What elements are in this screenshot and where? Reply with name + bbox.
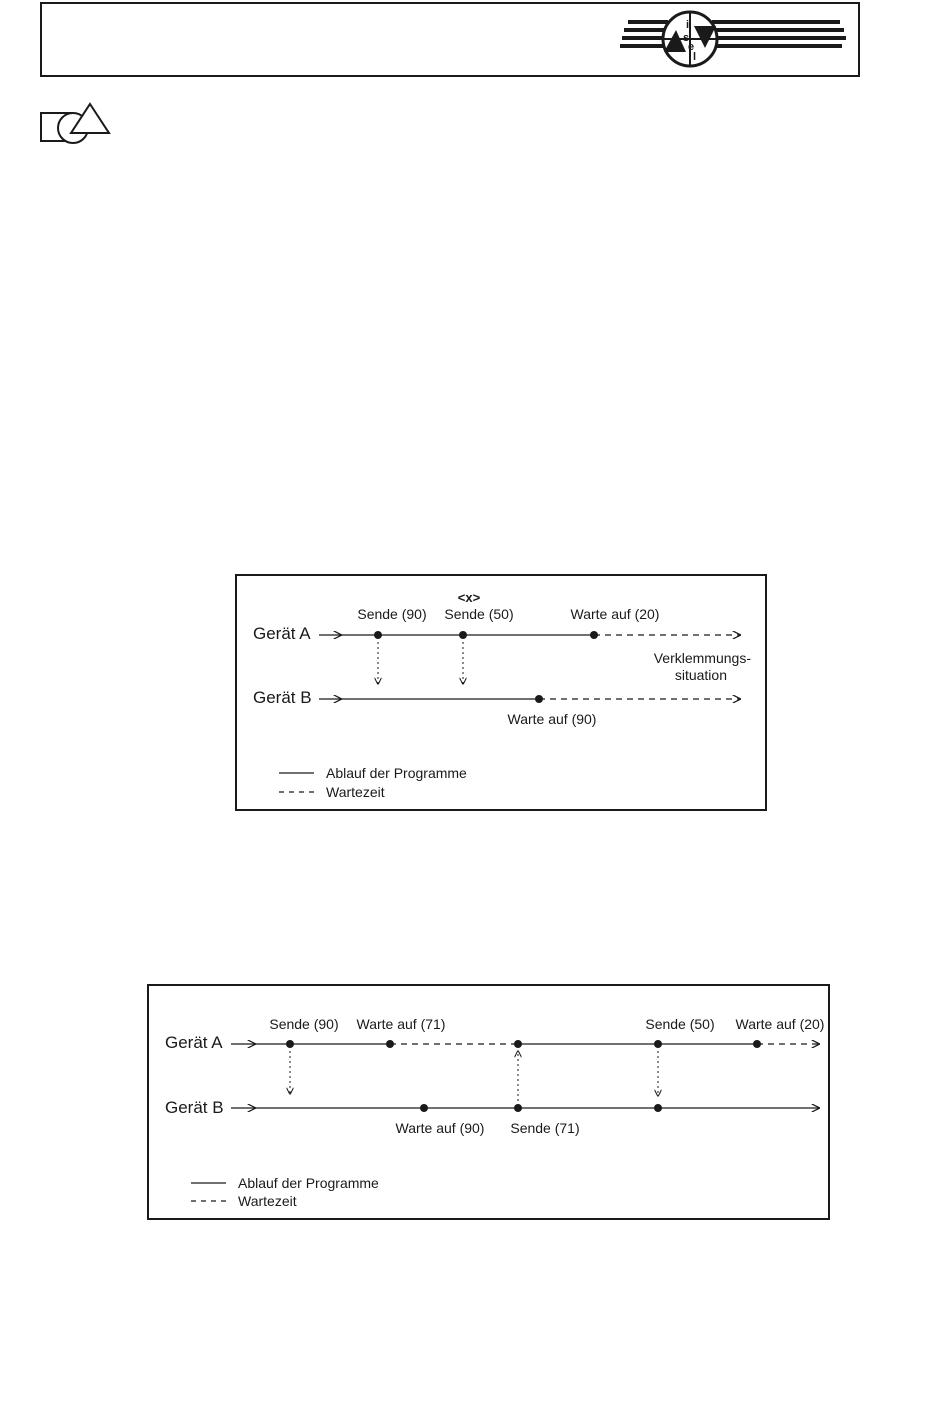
svg-text:l: l [693,51,697,63]
legend-solid-label: Ablauf der Programme [238,1175,379,1191]
event-label-a-send-50: Sende (50) [444,606,514,622]
event-label-b-wait-90: Warte auf (90) [507,711,597,727]
legend-solid-label: Ablauf der Programme [326,765,467,781]
event-point-a-send-90 [286,1040,294,1048]
isel-logo-icon [620,8,846,70]
event-point-a-wait-71 [386,1040,394,1048]
event-label-a-wait-20: Warte auf (20) [735,1016,825,1032]
lane-label-a: Gerät A [165,1033,223,1052]
event-point-b-send-71 [514,1104,522,1112]
svg-text:s: s [683,32,690,44]
deadlock-note-line1: Verklemmungs- [653,650,751,666]
event-point-a-wait-20 [590,631,598,639]
event-point-b-receive-50 [654,1104,662,1112]
event-point-a-send-50 [654,1040,662,1048]
lane-label-a: Gerät A [253,624,311,643]
event-point-b-wait-90 [535,695,543,703]
event-label-b-send-71: Sende (71) [510,1120,580,1136]
event-label-a-send-90: Sende (90) [269,1016,339,1032]
event-label-b-wait-90: Warte auf (90) [395,1120,485,1136]
resolved-timing-diagram [147,984,830,1220]
deadlock-note-line2: situation [674,667,727,683]
event-marker-x: <x> [457,590,481,605]
event-label-a-wait-20: Warte auf (20) [570,606,660,622]
event-point-a-wait-20 [753,1040,761,1048]
geometric-shapes-icon [38,102,112,146]
event-point-b-wait-90 [420,1104,428,1112]
deadlock-note [637,650,751,684]
svg-text:i: i [686,19,690,31]
legend-dashed-label: Wartezeit [326,784,385,800]
legend-dashed-label: Wartezeit [238,1193,297,1209]
event-point-a-send-90 [374,631,382,639]
event-label-a-send-50: Sende (50) [645,1016,715,1032]
lane-label-b: Gerät B [165,1098,224,1117]
deadlock-timing-diagram [235,574,767,811]
event-point-a-send-50 [459,631,467,639]
event-point-a-resume [514,1040,522,1048]
event-label-a-wait-71: Warte auf (71) [356,1016,446,1032]
svg-text:e: e [688,41,695,53]
lane-label-b: Gerät B [253,688,312,707]
event-label-a-send-90: Sende (90) [357,606,427,622]
